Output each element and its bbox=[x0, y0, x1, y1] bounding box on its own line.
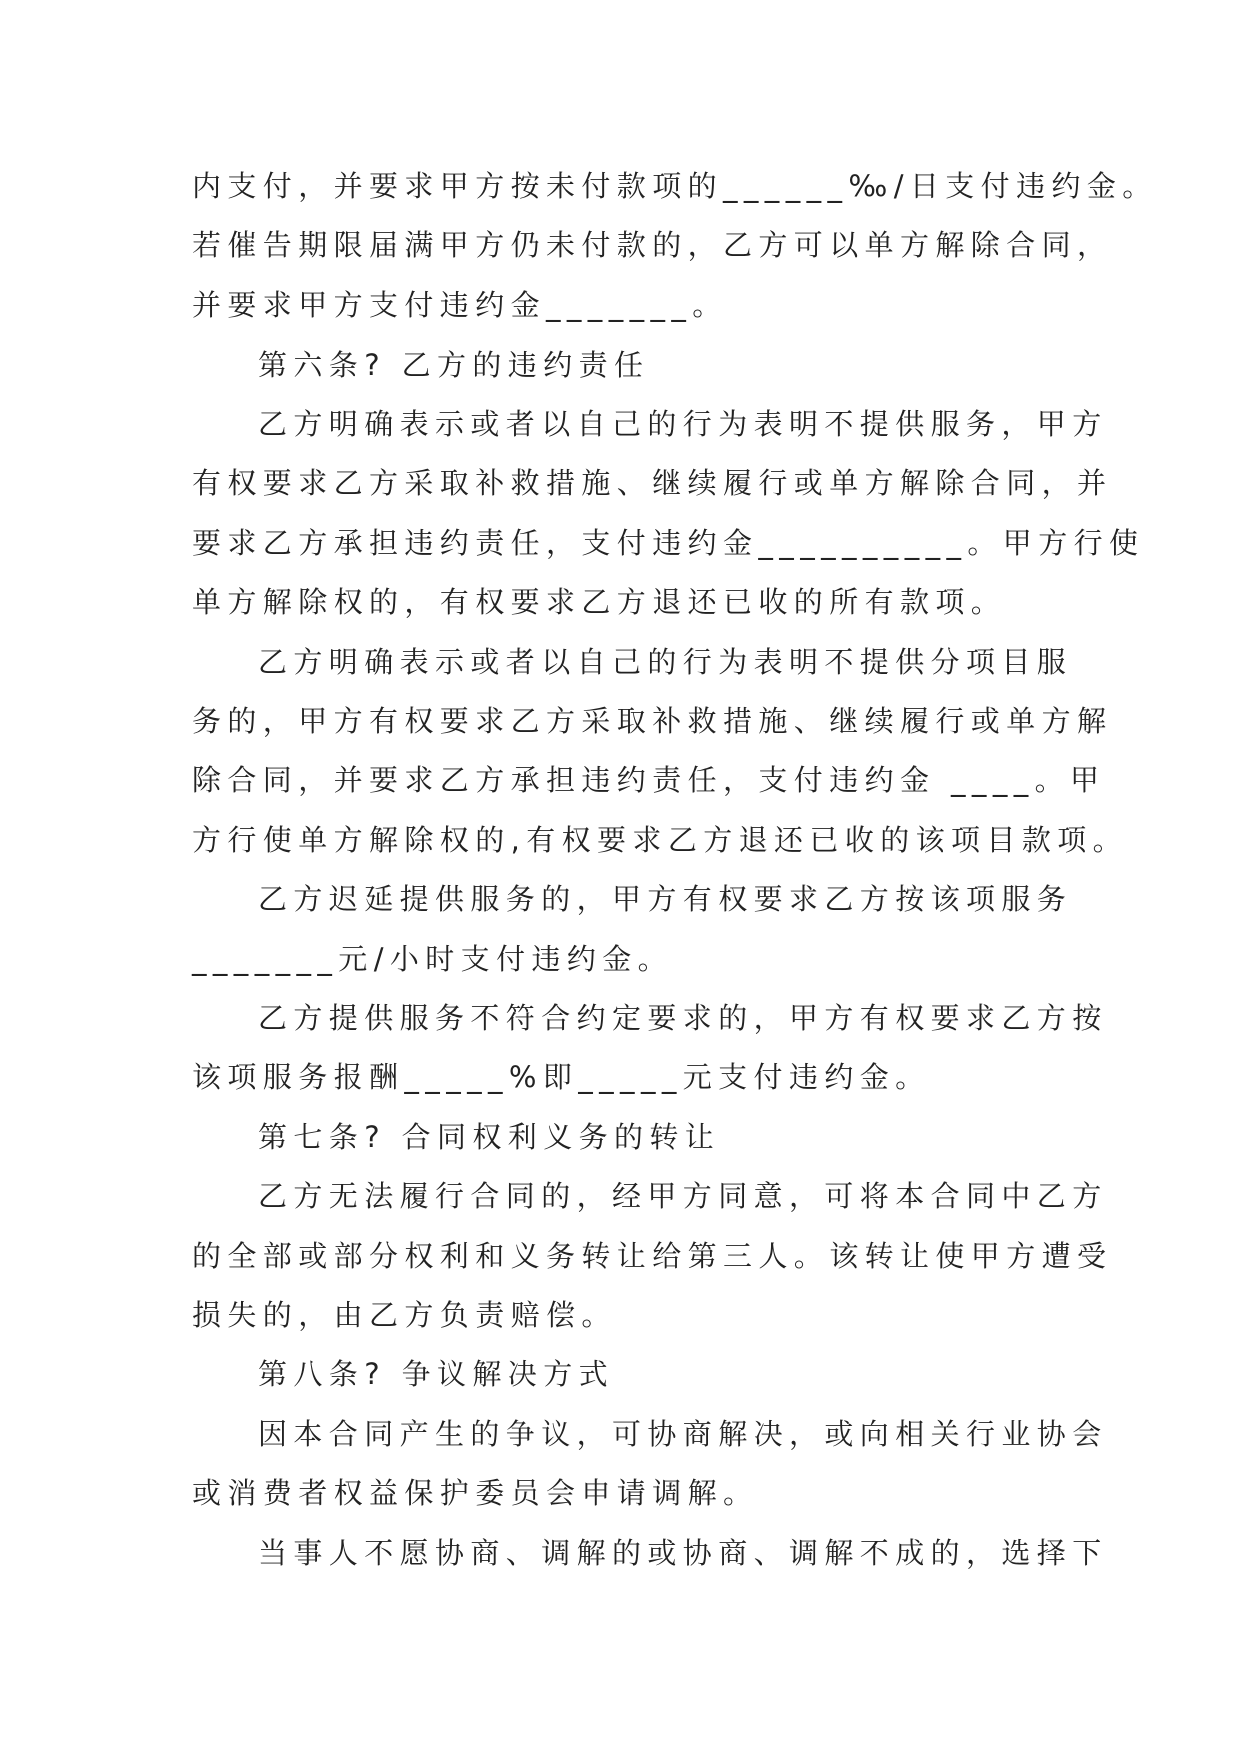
text-line: 除合同，并要求乙方承担违约责任，支付违约金 ____。甲 bbox=[192, 763, 1106, 797]
text-line: 方行使单方解除权的,有权要求乙方退还已收的该项目款项。 bbox=[192, 823, 1129, 857]
text-line: 若催告期限届满甲方仍未付款的，乙方可以单方解除合同， bbox=[192, 228, 1113, 262]
text-line: 该项服务报酬_____%即_____元支付违约金。 bbox=[192, 1060, 931, 1094]
text-line: _______元/小时支付违约金。 bbox=[192, 942, 674, 976]
text-line: 单方解除权的，有权要求乙方退还已收的所有款项。 bbox=[192, 585, 1007, 619]
text-line: 损失的，由乙方负责赔偿。 bbox=[192, 1298, 617, 1332]
text-line: 因本合同产生的争议，可协商解决，或向相关行业协会 bbox=[258, 1417, 1108, 1451]
text-line: 乙方明确表示或者以自己的行为表明不提供服务，甲方 bbox=[258, 407, 1108, 441]
section-heading: 第六条? 乙方的违约责任 bbox=[258, 348, 650, 382]
text-line: 乙方无法履行合同的，经甲方同意，可将本合同中乙方 bbox=[258, 1179, 1108, 1213]
text-line: 或消费者权益保护委员会申请调解。 bbox=[192, 1476, 759, 1510]
text-line: 乙方提供服务不符合约定要求的，甲方有权要求乙方按 bbox=[258, 1001, 1108, 1035]
text-line: 要求乙方承担违约责任，支付违约金__________。甲方行使 bbox=[192, 526, 1145, 560]
text-line: 当事人不愿协商、调解的或协商、调解不成的，选择下 bbox=[258, 1536, 1108, 1570]
text-line: 的全部或部分权利和义务转让给第三人。该转让使甲方遭受 bbox=[192, 1239, 1113, 1273]
text-line: 乙方明确表示或者以自己的行为表明不提供分项目服 bbox=[258, 645, 1073, 679]
section-heading: 第七条? 合同权利义务的转让 bbox=[258, 1120, 721, 1154]
text-line: 乙方迟延提供服务的，甲方有权要求乙方按该项服务 bbox=[258, 882, 1073, 916]
text-line: 务的，甲方有权要求乙方采取补救措施、继续履行或单方解 bbox=[192, 704, 1113, 738]
text-line: 并要求甲方支付违约金_______。 bbox=[192, 288, 728, 322]
section-heading: 第八条? 争议解决方式 bbox=[258, 1357, 615, 1391]
text-line: 内支付，并要求甲方按未付款项的______‰/日支付违约金。 bbox=[192, 169, 1158, 203]
text-line: 有权要求乙方采取补救措施、继续履行或单方解除合同，并 bbox=[192, 466, 1113, 500]
